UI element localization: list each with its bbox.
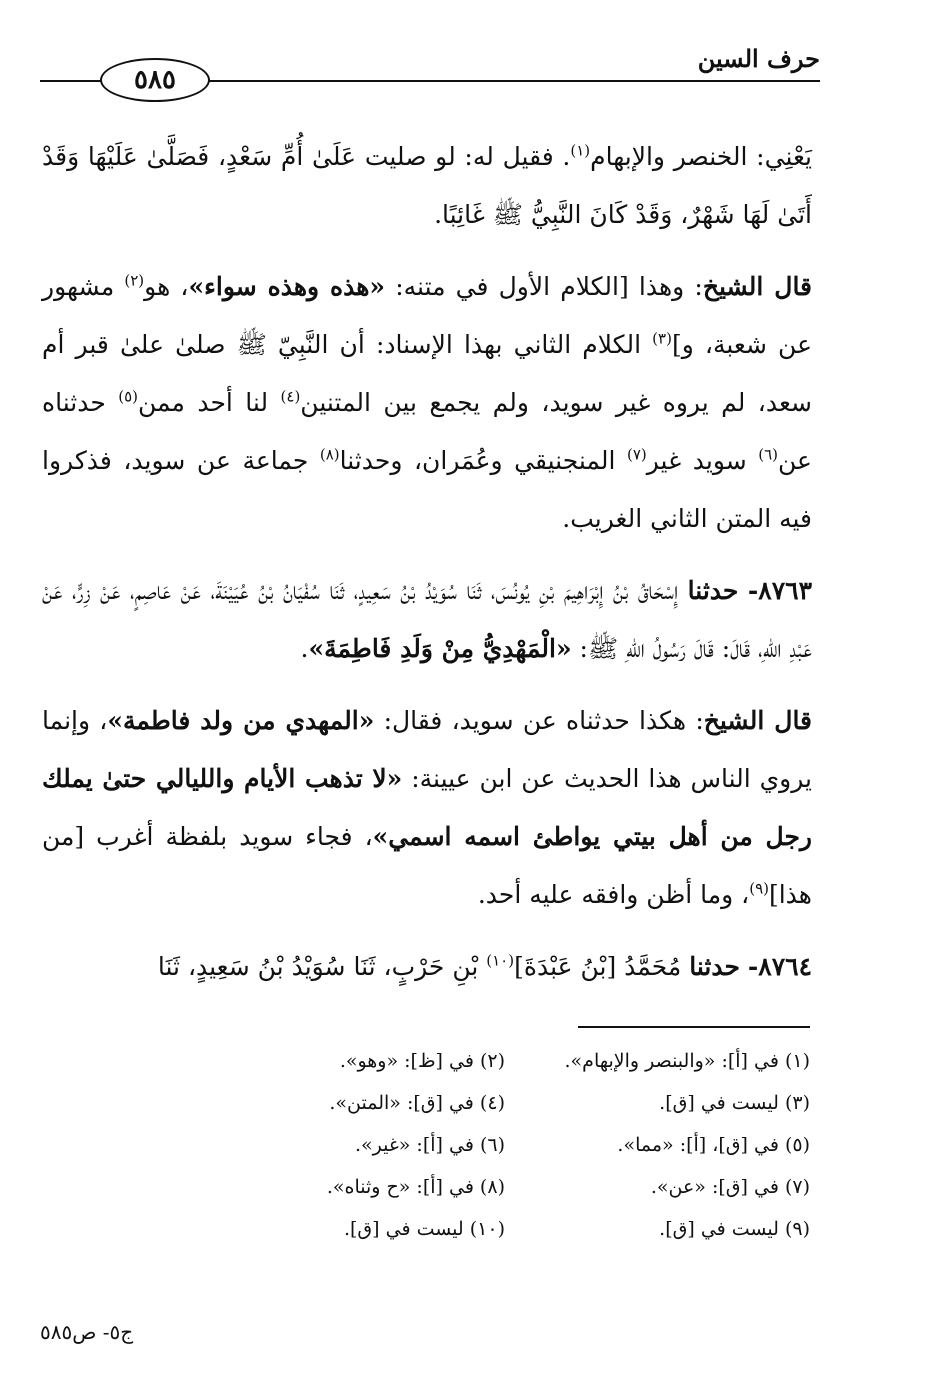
footnote-marker: (٤) [280, 387, 301, 406]
footnote-marker: (٣) [652, 329, 672, 348]
page-number: ٥٨٥ [134, 65, 176, 95]
text-segment: : هكذا حدثناه عن سويد، فقال: [374, 706, 704, 735]
text-segment: لنا أحد ممن [138, 388, 281, 417]
footnote-separator [578, 1026, 810, 1028]
sheikh-label: قال الشيخ [702, 272, 813, 301]
quoted-text: «المهدي من ولد فاطمة» [107, 706, 375, 735]
text-segment: ، فجاء سويد بلفظة أغرب [من هذا] [42, 822, 812, 909]
text-segment: . فقيل له: لو صليت عَلَىٰ أُمِّ سَعْدٍ، فَصَلَّىٰ عَلَيْهَا وَقَدْ أَتَىٰ لَهَا شَهْرٌ، وَقَدْ كَانَ النَّبِيُّ ﷺ غَائِبًا. [42, 142, 812, 229]
footnote-item: (٢) في [ظ]: «وهو». [339, 1050, 505, 1072]
quoted-text: «لا تذهب الأيام والليالي حتىٰ يملك رجل من أهل بيتي يواطئ اسمه اسمي» [42, 764, 812, 851]
footnote-marker: (٧) [626, 445, 647, 464]
footnote-item: (٧) في [ق]: «عن». [650, 1176, 810, 1198]
sheikh-label: قال الشيخ [703, 706, 813, 735]
text-segment: ، وإنما يروي الناس هذا الحديث عن ابن عيينة: [42, 706, 813, 793]
page-header [40, 46, 820, 106]
footnote-marker: (٦) [758, 445, 779, 464]
footnotes [220, 1040, 810, 1250]
text-segment: سويد غير [646, 446, 759, 475]
quoted-text: «هذه وهذه سواء» [188, 272, 386, 301]
footnote-item: (٨) في [أ]: «ح وثناه». [326, 1176, 505, 1198]
text-segment: . [300, 634, 309, 663]
paragraph-1 [42, 128, 812, 244]
footnote-marker: (٩) [749, 879, 769, 898]
text-segment: جماعة عن سويد، فذكروا فيه المتن الثاني الغريب. [42, 446, 812, 533]
text-segment: : وهذا [الكلام الأول في متنه: [385, 272, 703, 301]
footnote-item: (٩) ليست في [ق]. [659, 1218, 810, 1240]
footnote-marker: (٢) [124, 271, 145, 290]
paragraph-2 [42, 258, 812, 548]
hadith-number: ٨٧٦٣- [747, 576, 812, 605]
page-number-oval [100, 58, 210, 102]
text-segment: المنجنيقي وعُمَران، وحدثنا [339, 446, 627, 475]
paragraph-5 [42, 938, 812, 996]
footnote-marker: (١) [570, 141, 591, 160]
footnote-item: (١٠) ليست في [ق]. [343, 1218, 505, 1240]
text-segment: الكلام الثاني بهذا الإسناد: أن النَّبِيّ ﷺ صلىٰ علىٰ قبر أم سعد، لم يروه غير سويد، ولم يجمع بين المتنين [42, 330, 812, 417]
paragraph-4 [42, 692, 812, 924]
text-segment: ، هو [144, 272, 189, 301]
hadith-number: ٨٧٦٤- [747, 952, 812, 981]
running-title: حرف السين [697, 44, 820, 73]
footnote-item: (٦) في [أ]: «غير». [354, 1134, 505, 1156]
text-segment: إِسْحَاقُ بْنُ إِبْرَاهِيمَ بْنِ يُونُسَ، ثَنَا سُوَيْدُ بْنُ سَعِيدٍ، ثَنَا سُفْيَانُ بْنُ عُيَيْنَةَ، عَنْ عَاصِمٍ، عَنْ زِرٍّ، عَنْ عَبْدِ اللهِ، قَالَ: قَالَ رَسُولُ اللهِ ﷺ: [42, 576, 812, 663]
hadith-text: «الْمَهْدِيُّ مِنْ وَلَدِ فَاطِمَةَ» [308, 634, 572, 663]
volume-page-reference: ج٥- ص٥٨٥ [40, 1320, 134, 1344]
footnote-item: (٤) في [ق]: «المتن». [329, 1092, 505, 1114]
footnote-item: (١) في [أ]: «والبنصر والإبهام». [564, 1050, 810, 1072]
main-text [42, 128, 812, 1010]
text-segment: مُحَمَّدُ [بْنُ عَبْدَةَ] [514, 952, 690, 981]
text-segment: ، وما أظن وافقه عليه أحد. [477, 880, 750, 909]
text-segment: يَعْنِي: الخنصر والإبهام [590, 142, 813, 171]
footnote-item: (٣) ليست في [ق]. [659, 1092, 810, 1114]
footnote-marker: (٨) [319, 445, 340, 464]
footnote-item: (٥) في [ق]، [أ]: «مما». [617, 1134, 810, 1156]
text-segment: مشهور عن شعبة، و] [42, 272, 812, 359]
text-segment: حدثناه عن [42, 388, 812, 475]
haddathana-label: حدثنا [687, 576, 739, 605]
text-segment: بْنِ حَرْبٍ، ثَنَا سُوَيْدُ بْنُ سَعِيدٍ، ثَنَا [157, 952, 487, 981]
haddathana-label: حدثنا [689, 952, 740, 981]
footnote-marker: (٥) [118, 387, 139, 406]
paragraph-3 [42, 562, 812, 678]
footnote-marker: (١٠) [486, 951, 515, 970]
